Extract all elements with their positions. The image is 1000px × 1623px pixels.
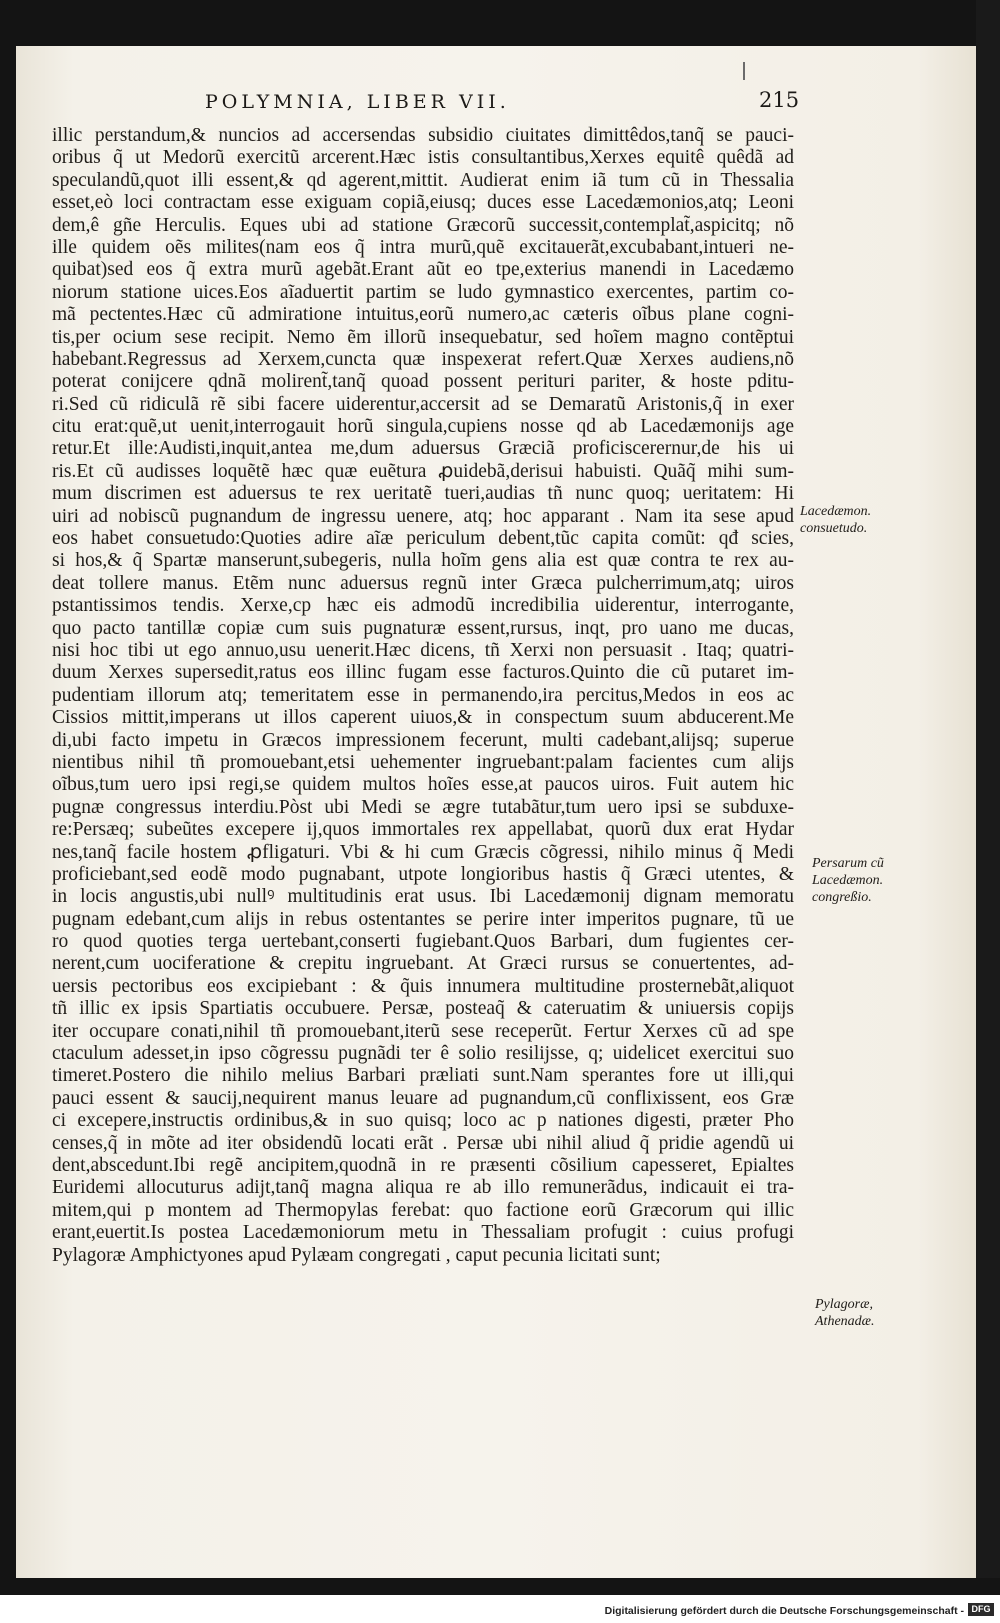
text-line: pugnam edebant,cum alijs in rebus ostentantes se perire inter imperitos pugnare, tũ ue bbox=[52, 908, 794, 930]
running-head: POLYMNIA, LIBER VII. bbox=[205, 91, 510, 113]
margin-note-line: Persarum cũ bbox=[812, 856, 884, 871]
body-text bbox=[52, 125, 794, 1267]
margin-note-line: Lacedæmon. bbox=[812, 873, 884, 888]
text-line: oribus q̃ ut Medorũ exercitũ arcerent.Hæc istis consultantibus,Xerxes equitê quêdã ad bbox=[52, 147, 794, 169]
text-line: di,ubi facto impetu in Græcos impressionem fecerunt, multi cadebant,alijsq; superue bbox=[52, 729, 794, 751]
margin-note-line: Athenadæ. bbox=[815, 1314, 875, 1329]
margin-note-line: consuetudo. bbox=[800, 521, 868, 536]
text-line: quibat)sed eos q̃ extra murũ agebãt.Erant aũt eo tpe,exterius manendi in Lacedæmo bbox=[52, 259, 794, 281]
text-line: pauci essent & saucij,nequirent manus leuare ad pugnandum,cũ conflixissent, eos Græ bbox=[52, 1087, 794, 1109]
text-line: speculandũ,quot illi essent,& qd agerent,mittit. Audierat enim iã tum cũ in Thessalia bbox=[52, 169, 794, 191]
text-line: deat tollere manus. Etẽm nunc aduersus regnũ inter Græca pulcherrimum,atq; uiros bbox=[52, 572, 794, 594]
text-line: dent,abscedunt.Ibi regẽ ancipitem,quodnã in re præsenti cõsilium capesseret, Epialtes bbox=[52, 1154, 794, 1176]
text-line: pudentiam illorum atq; temeritatem esse in permanendo,ira percitus,Medos in eos ac bbox=[52, 684, 794, 706]
text-line: mitem,qui p montem ad Thermopylas ferebat: quo factione eorũ Græcorum qui illic bbox=[52, 1199, 794, 1221]
text-line: in locis angustis,ubi nullꝰ multitudinis erat usus. Ibi Lacedæmonij dignam memoratu bbox=[52, 886, 794, 908]
text-line: ille quidem oẽs milites(nam eos q̃ intra murũ,quẽ excitauerãt,excubabant,intueri ne- bbox=[52, 236, 794, 258]
text-line: uiri ad nobiscũ pugnandum de ingressu uenere, atq; hoc apparant . Nam ita sese apud bbox=[52, 505, 794, 527]
margin-note-persarum bbox=[812, 855, 884, 906]
margin-note-lacedaemon bbox=[800, 503, 871, 537]
text-line: poterat conijcere qdnã molirent̃,tanq̃ quoad possent perituri pariter, & hoste pditu- bbox=[52, 371, 794, 393]
text-line: ctaculum adesset,in ipso cõgressu pugnãdi ter ê solio resilijsse, q; uidelicet exercitui suo bbox=[52, 1043, 794, 1065]
text-line: nes,tanq̃ facile hostem ꝓfligaturi. Vbi & hi cum Græcis cõgressi, nihilo minus q̃ Medi bbox=[52, 841, 794, 863]
text-line: censes,q̃ in mõte ad iter obsidendũ locati erãt . Persæ ubi nihil aliud q̃ pridie agendũ ui bbox=[52, 1132, 794, 1154]
text-line: Euridemi allocuturus adijt,tanq̃ magna aliqua re ab illo remunerãdus, indicauit ei tra- bbox=[52, 1177, 794, 1199]
text-line: citu erat:quẽ,ut uenit,interrogauit horũ singula,cupiens nosse qd ab Lacedæmonijs age bbox=[52, 416, 794, 438]
page-corner-mark bbox=[743, 62, 745, 80]
text-line: nerent,cum uociferatione & crepitu ingruebant. At Græci rursus se conuertentes, ad- bbox=[52, 953, 794, 975]
scanner-frame-top bbox=[0, 0, 1000, 46]
text-line: quo pacto tantillæ copiæ cum suis pugnaturæ essent,rursus, inqt, pro uano me ducas, bbox=[52, 617, 794, 639]
text-line: dem,ê gñe Herculis. Eques ubi ad statione Græcorũ successit,contemplat̃,aspicitq; nõ bbox=[52, 214, 794, 236]
text-line: si hos,& q̃ Spartæ manserunt,subegeris, nulla hoĩm gens alia est quæ contra te rex au- bbox=[52, 550, 794, 572]
margin-note-line: Pylagoræ, bbox=[815, 1297, 873, 1312]
text-line: Cissios mittit,imperans ut illos caperent uiuos,& in conspectum suum abducerent.Me bbox=[52, 707, 794, 729]
text-line: re:Persæq; subeũtes excepere ij,quos immortales rex appellabat, quorũ dux erat Hydar bbox=[52, 819, 794, 841]
text-line: proficiebant,sed eodẽ modo pugnabant, utpote longioribus hastis q̃ Græci utentes, & bbox=[52, 863, 794, 885]
margin-note-line: Lacedæmon. bbox=[800, 504, 872, 519]
margin-note-pylagorae bbox=[815, 1296, 875, 1330]
text-line: oĩbus,tum uero ipsi regi,se quidem multos hoĩes esse,at paucos uiros. Fuit autem hic bbox=[52, 774, 794, 796]
text-line: ri.Sed cũ ridiculã rẽ sibi facere uiderentur,accersit ad se Demaratũ Aristonis,q̃ in exer bbox=[52, 393, 794, 415]
text-line: tis,per ocium sese recipit. Nemo ẽm illorũ insequebatur, sed hoĩem magno contẽptui bbox=[52, 326, 794, 348]
text-line: ci excepere,instructis ordinibus,& in suo quisq; loco ac p nationes digesti, præter Pho bbox=[52, 1110, 794, 1132]
text-line: illic perstandum,& nuncios ad accersendas subsidio ciuitates dimittêdos,tanq̃ se pauci- bbox=[52, 125, 794, 146]
text-line: uersis pectoribus eos excipiebant : & q̃uis innumera multitudine prosternebãt,aliquot bbox=[52, 975, 794, 997]
text-line: duum Xerxes supersedit,ratus eos illinc fugam esse facturos.Quinto die cũ putaret im- bbox=[52, 662, 794, 684]
margin-note-line: congreßio. bbox=[812, 890, 872, 905]
text-line: eos habet consuetudo:Quoties adire aĩæ periculum debent,tũc capita comũt: qđ scies, bbox=[52, 528, 794, 550]
text-line: pugnæ congressus interdiu.Pòst ubi Medi se ægre tutabãtur,tum uero ipsi se subduxe- bbox=[52, 796, 794, 818]
text-line: iter occupare conati,nihil tñ promouebant,iterũ sese receperũt. Fertur Xerxes cũ ad spe bbox=[52, 1020, 794, 1042]
text-line: erant,euertit.Is postea Lacedæmoniorum metu in Thessaliam profugit : cuius profugi bbox=[52, 1222, 794, 1244]
text-line: mã pectentes.Hæc cũ admiratione intuitus,eorũ numero,ac cæteris oĩbus plane cogni- bbox=[52, 304, 794, 326]
scanner-frame-right bbox=[976, 0, 1000, 1595]
footer-credit: Digitalisierung gefördert durch die Deutsche Forschungsgemeinschaft - bbox=[604, 1605, 964, 1617]
scanner-frame-left bbox=[0, 0, 16, 1595]
page-number: 215 bbox=[759, 88, 800, 112]
text-line: ro quod quoties terga uertebant,conserti fugiebant.Quos Barbari, dum fugientes cer- bbox=[52, 931, 794, 953]
text-line: habebant.Regressus ad Xerxem,cuncta quæ inspexerat refert.Quæ Xerxes audiens,nõ bbox=[52, 348, 794, 370]
text-line: timeret.Postero die nihilo melius Barbari præliati sunt.Nam sperantes fore ut illi,qui bbox=[52, 1065, 794, 1087]
text-line: pstantissimos tendis. Xerxe,cp hæc eis admodũ incredibilia uiderentur, interrogante, bbox=[52, 595, 794, 617]
scanner-frame-bottom bbox=[0, 1578, 1000, 1595]
text-line: niorum statione uices.Eos aĩaduertit partim se ludo gymnastico exercentes, partim co- bbox=[52, 281, 794, 303]
text-line: Pylagoræ Amphictyones apud Pylæam congregati , caput pecunia licitati sunt; bbox=[52, 1244, 661, 1266]
text-line: nisi hoc tibi ut ego annuo,usu uenerit.Hæc dicens, tñ Xerxi non persuasit . Itaq; quatri- bbox=[52, 639, 794, 661]
text-line: mum discrimen est aduersus te rex ueritatẽ tueri,audias tñ nunc quoq; ueritatem: Hi bbox=[52, 483, 794, 505]
text-line: tñ illic ex ipsis Spartiatis occubuere. Persæ, posteaq̃ & cateruatim & uniuersis copijs bbox=[52, 998, 794, 1020]
text-line: nientibus nihil tñ promouebant,etsi uehementer ingruebant:palam facientes cum alijs bbox=[52, 751, 794, 773]
text-line: ris.Et cũ audisses loquẽtẽ hæc quæ euẽtura ꝓuidebã,derisui habuisti. Quãq̃ mihi sum- bbox=[52, 460, 794, 482]
text-line: retur.Et ille:Audisti,inquit,antea me,dum aduersus Græciã proficiscerernur,de his ui bbox=[52, 438, 794, 460]
text-line: esset,eò loci contractam esse exiguam copiã,eiusq; duces esse Lacedæmonios,atq; Leoni bbox=[52, 192, 794, 214]
dfg-logo: DFG bbox=[968, 1603, 994, 1616]
